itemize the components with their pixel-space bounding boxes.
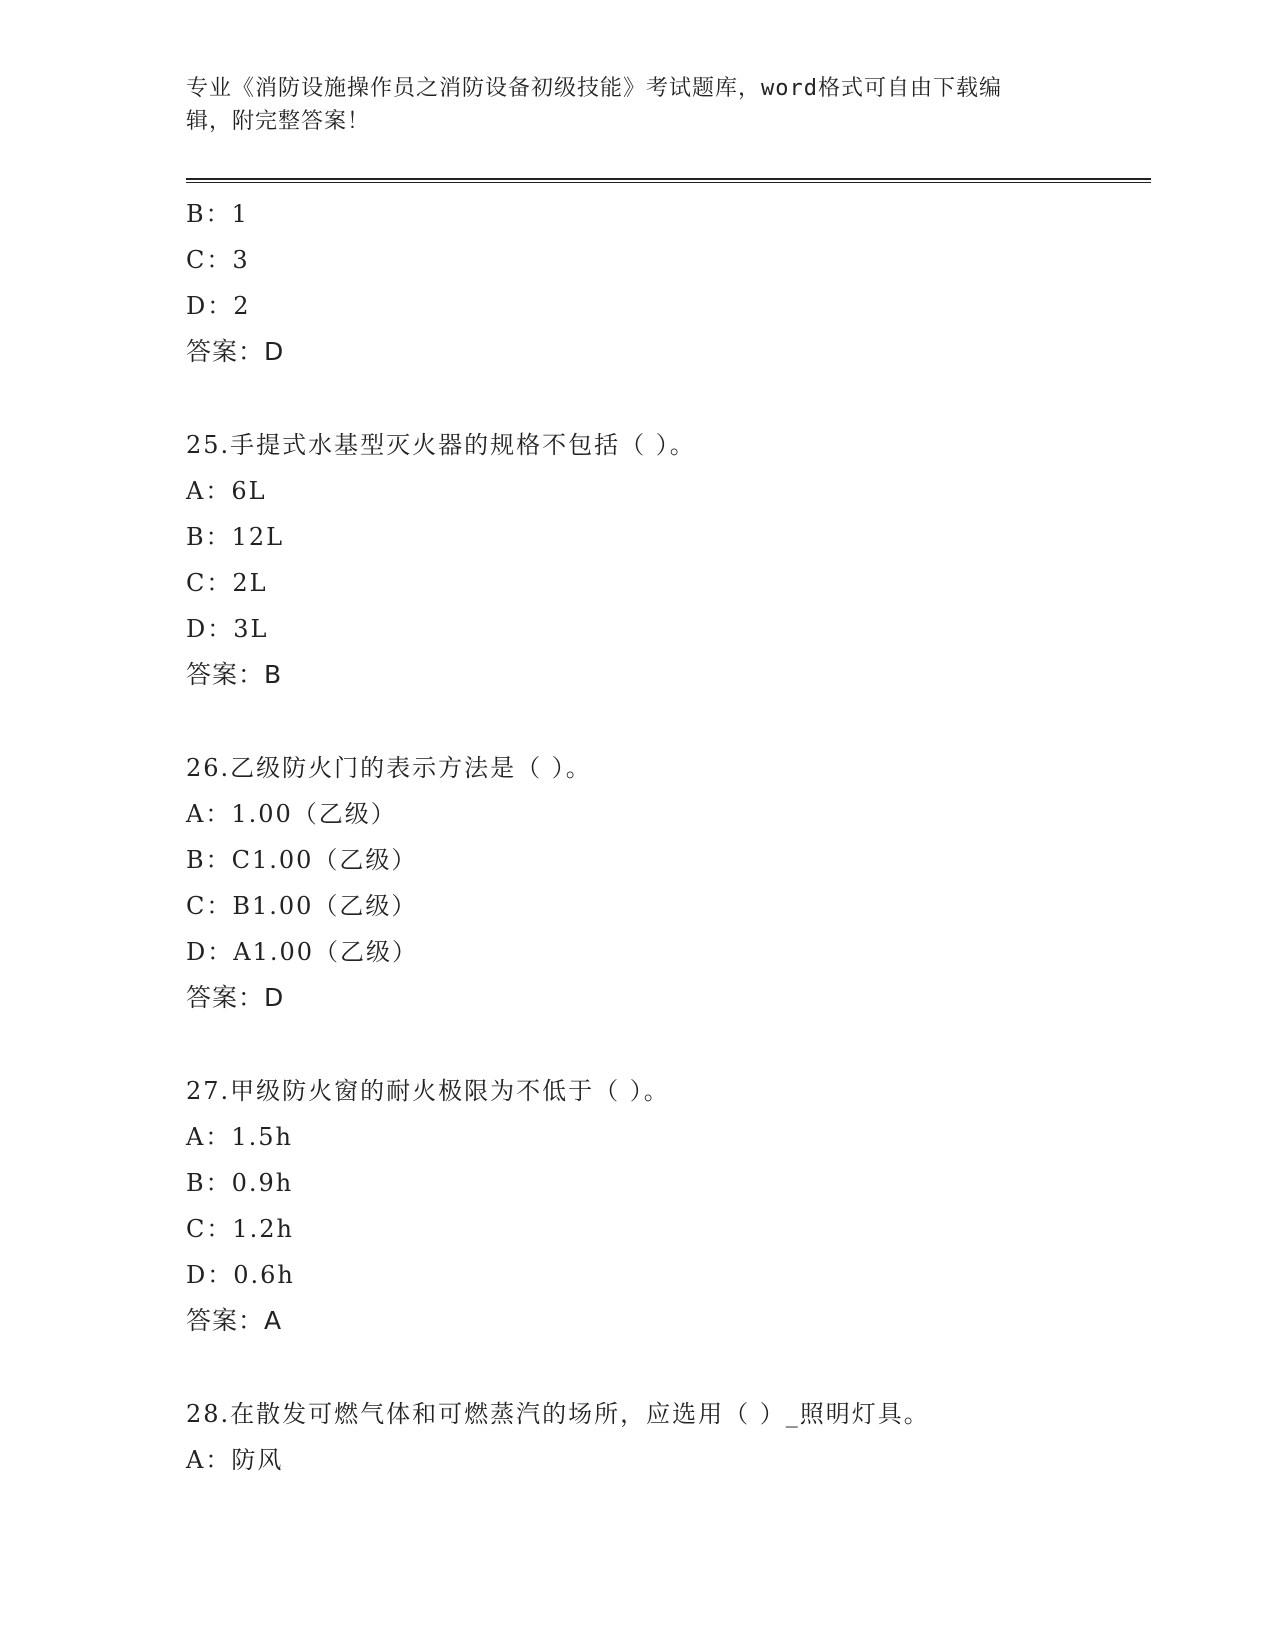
question-28 <box>186 1391 1151 1483</box>
answer-line: 答案：B <box>186 660 283 689</box>
option-d: D：A1.00（乙级） <box>186 938 419 966</box>
option-a: A：1.00（乙级） <box>186 800 397 828</box>
option-c: C：3 <box>186 246 250 274</box>
question-26 <box>186 745 1151 1021</box>
header-line-2: 辑，附完整答案！ <box>186 109 371 134</box>
option-a: A：防风 <box>186 1446 284 1474</box>
question-title: 28.在散发可燃气体和可燃蒸汽的场所，应选用（ ）_照明灯具。 <box>186 1400 930 1428</box>
question-title: 26.乙级防火门的表示方法是（ ）。 <box>186 754 592 782</box>
option-d: D：2 <box>186 292 251 320</box>
option-a: A：6L <box>186 477 267 505</box>
question-24-tail <box>186 191 1151 375</box>
option-a: A：1.5h <box>186 1123 293 1151</box>
option-b: B：12L <box>186 523 285 551</box>
option-b: B：1 <box>186 200 249 228</box>
question-25 <box>186 422 1151 698</box>
question-list <box>186 191 1151 1483</box>
option-d: D：3L <box>186 615 269 643</box>
header-line-1: 专业《消防设施操作员之消防设备初级技能》考试题库，word格式可自由下载编 <box>186 76 1002 101</box>
header-divider <box>186 178 1151 183</box>
answer-line: 答案：A <box>186 1306 283 1335</box>
answer-line: 答案：D <box>186 983 285 1012</box>
option-d: D：0.6h <box>186 1261 295 1289</box>
option-b: B：0.9h <box>186 1169 294 1197</box>
question-title: 27.甲级防火窗的耐火极限为不低于（ ）。 <box>186 1077 670 1105</box>
answer-line: 答案：D <box>186 337 285 366</box>
option-c: C：B1.00（乙级） <box>186 892 418 920</box>
document-header <box>186 72 1086 138</box>
option-c: C：2L <box>186 569 268 597</box>
question-title: 25.手提式水基型灭火器的规格不包括（ ）。 <box>186 431 696 459</box>
option-b: B：C1.00（乙级） <box>186 846 418 874</box>
question-27 <box>186 1068 1151 1344</box>
option-c: C：1.2h <box>186 1215 294 1243</box>
